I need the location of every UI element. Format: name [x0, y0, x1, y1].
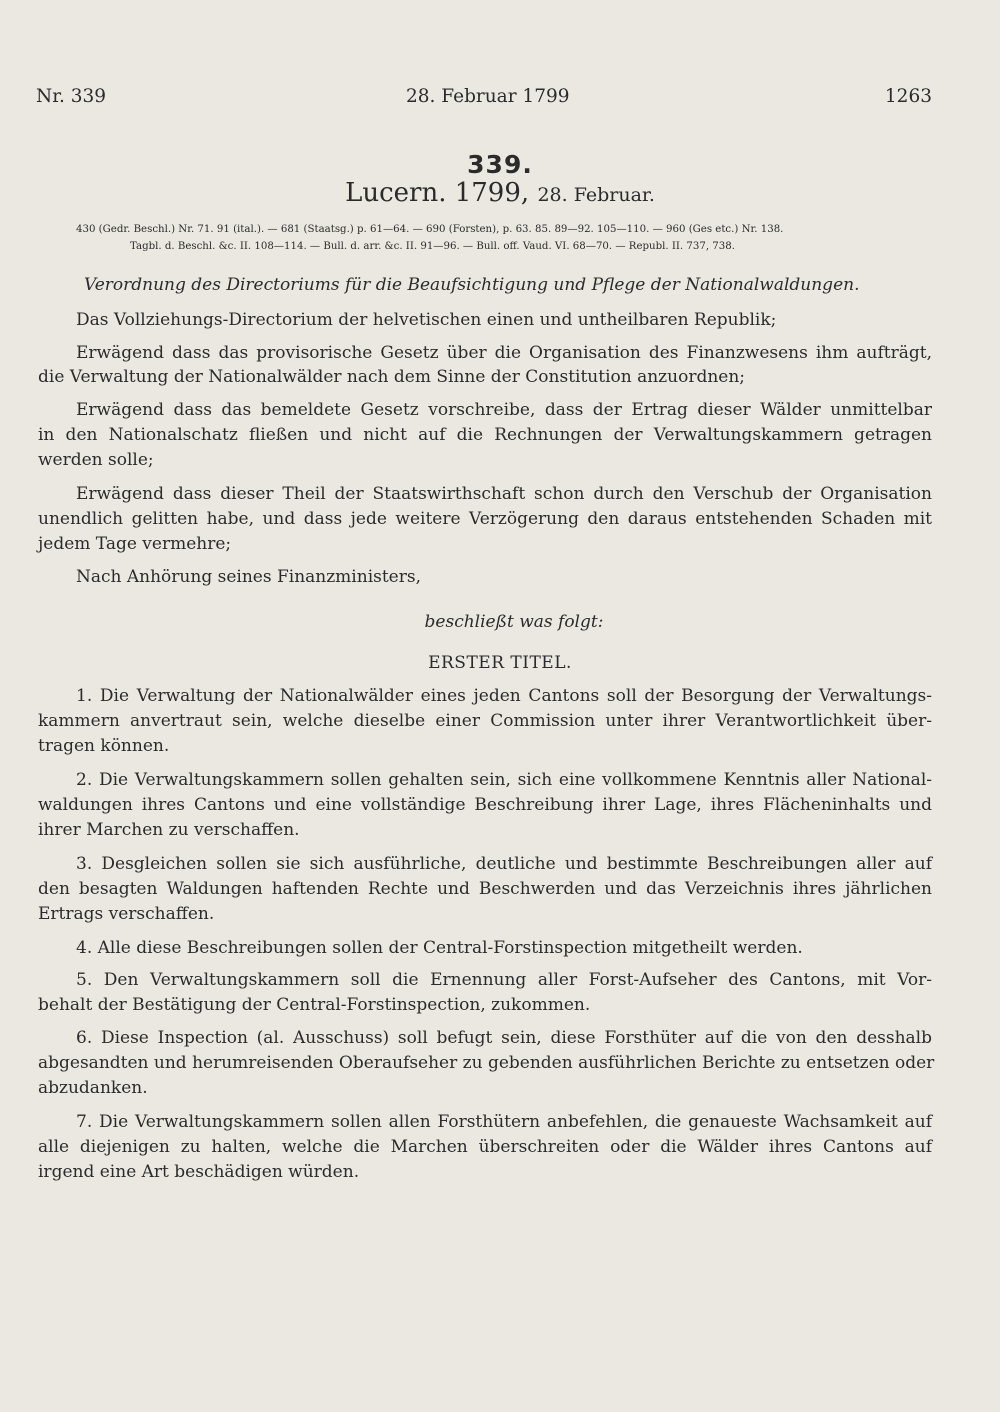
preamble-line: Erwägend dass dieser Theil der Staatswirthschaft schon durch den Verschub der Organisation	[76, 484, 932, 504]
article-line: den besagten Waldungen haftenden Rechte und Beschwerden und das Verzeichnis ihres jährlichen	[38, 879, 932, 899]
article-line: 7. Die Verwaltungskammern sollen allen Forsthütern anbefehlen, die genaueste Wachsamkeit auf	[76, 1112, 932, 1132]
article-line: ihrer Marchen zu verschaffen.	[38, 820, 300, 840]
preamble-line: die Verwaltung der Nationalwälder nach dem Sinne der Constitution anzuordnen;	[38, 367, 746, 387]
resolution-heading: beschließt was folgt:	[424, 612, 604, 632]
place-year: Lucern. 1799,	[345, 178, 530, 208]
article-line: waldungen ihres Cantons und eine vollständige Beschreibung ihrer Lage, ihres Flächeninhalts und	[38, 795, 932, 815]
document-number-heading: 339.	[467, 150, 533, 179]
preamble-line: werden solle;	[38, 450, 154, 470]
article-line: 2. Die Verwaltungskammern sollen gehalten sein, sich eine vollkommene Kenntnis aller National-	[76, 770, 932, 790]
article-line: kammern anvertraut sein, welche dieselbe einer Commission unter ihrer Verantwortlichkeit über-	[38, 711, 932, 731]
header-document-number: Nr. 339	[36, 86, 107, 107]
article-line: abzudanken.	[38, 1078, 148, 1098]
article-line: 4. Alle diese Beschreibungen sollen der Central-Forstinspection mitgetheilt werden.	[76, 938, 803, 958]
article-line: Ertrags verschaffen.	[38, 904, 215, 924]
preamble-line: Das Vollziehungs-Directorium der helvetischen einen und untheilbaren Republik;	[76, 310, 777, 330]
article-line: tragen können.	[38, 736, 170, 756]
article-line: 5. Den Verwaltungskammern soll die Ernennung aller Forst-Aufseher des Cantons, mit Vor-	[76, 970, 932, 990]
sources-line-1: 430 (Gedr. Beschl.) Nr. 71. 91 (ital.). — 681 (Staatsg.) p. 61—64. — 690 (Forsten), p. 63. 85. 89—92. 105—110. — 960 (Ges etc.) Nr. 138.	[76, 224, 784, 235]
article-line: behalt der Bestätigung der Central-Forstinspection, zukommen.	[38, 995, 591, 1015]
preamble-line: Erwägend dass das provisorische Gesetz über die Organisation des Finanzwesens ihm aufträgt,	[76, 343, 932, 363]
preamble-line: Erwägend dass das bemeldete Gesetz vorschreibe, dass der Ertrag dieser Wälder unmittelbar	[76, 400, 932, 420]
article-line: irgend eine Art beschädigen würden.	[38, 1162, 360, 1182]
article-line: abgesandten und herumreisenden Oberaufseher zu gebenden ausführlichen Berichte zu entsetzen oder	[38, 1053, 935, 1073]
running-header	[36, 86, 932, 112]
article-line: alle diejenigen zu halten, welche die Marchen überschreiten oder die Wälder ihres Cantons auf	[38, 1137, 932, 1157]
header-page-number: 1263	[884, 86, 932, 107]
preamble-line: unendlich gelitten habe, und dass jede weitere Verzögerung den daraus entstehenden Schaden mit	[38, 509, 932, 529]
preamble-line: in den Nationalschatz fließen und nicht auf die Rechnungen der Verwaltungskammern getragen	[38, 425, 932, 445]
article-line: 3. Desgleichen sollen sie sich ausführliche, deutliche und bestimmte Beschreibungen aller auf	[76, 854, 932, 874]
title-heading: ERSTER TITEL.	[428, 653, 572, 673]
document-subject: Verordnung des Directoriums für die Beaufsichtigung und Pflege der Nationalwaldungen.	[84, 275, 860, 295]
article-line: 6. Diese Inspection (al. Ausschuss) soll befugt sein, diese Forsthüter auf die von den desshalb	[76, 1028, 932, 1048]
header-date: 28. Februar 1799	[406, 86, 570, 107]
document-date: 28. Februar.	[537, 184, 655, 206]
preamble-line: jedem Tage vermehre;	[38, 534, 232, 554]
preamble-line: Nach Anhörung seines Finanzministers,	[76, 567, 421, 587]
place-date-heading	[0, 178, 1000, 208]
article-line: 1. Die Verwaltung der Nationalwälder eines jeden Cantons soll der Besorgung der Verwaltungs-	[76, 686, 932, 706]
sources-line-2: Tagbl. d. Beschl. &c. II. 108—114. — Bull. d. arr. &c. II. 91—96. — Bull. off. Vaud. VI. 68—70. — Republ. II. 737, 738.	[130, 241, 735, 252]
